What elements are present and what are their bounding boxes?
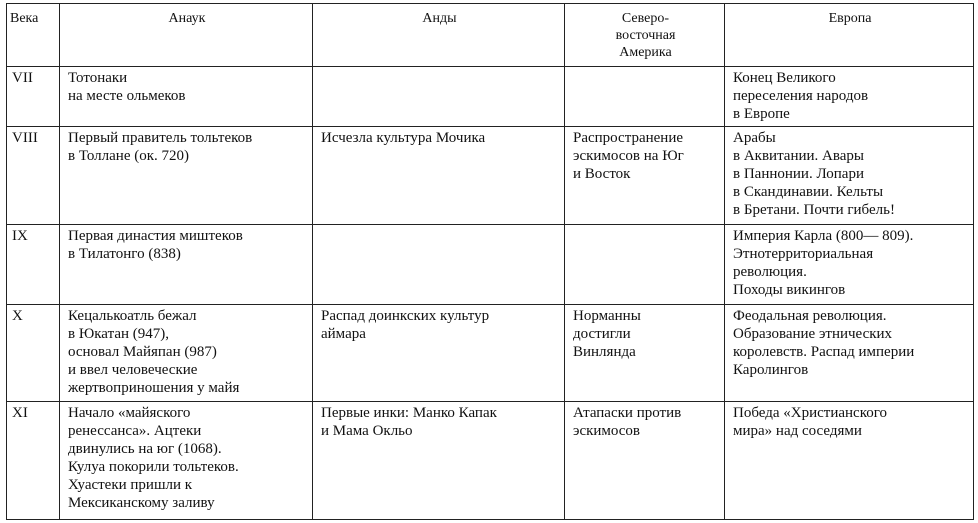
century-label: X <box>12 308 23 324</box>
europe-cell <box>725 67 974 127</box>
europe-cell <box>725 402 974 520</box>
cell-line: Победа «Христианского <box>733 405 888 421</box>
table-row <box>7 225 974 305</box>
cell-line: Империя Карла (800— 809). <box>733 228 914 244</box>
header-north-america <box>565 4 725 67</box>
century-label: XI <box>12 405 28 421</box>
cell-line: революция. <box>733 264 807 280</box>
cell-line: жертвоприношения у майя <box>68 380 240 396</box>
century-cell <box>7 402 60 520</box>
andes-cell <box>313 402 565 520</box>
cell-line: мира» над соседями <box>733 423 862 439</box>
anauk-cell <box>60 305 313 402</box>
europe-cell <box>725 225 974 305</box>
table-row <box>7 305 974 402</box>
europe-cell <box>725 305 974 402</box>
header-line: Века <box>10 11 39 26</box>
cell-line: Распад доинкских культур <box>321 308 490 324</box>
cell-line: двинулись на юг (1068). <box>68 441 222 457</box>
century-cell <box>7 127 60 225</box>
cell-line: эскимосов <box>573 423 641 439</box>
anauk-cell <box>60 67 313 127</box>
header-row <box>7 4 974 67</box>
cell-line: королевств. Распад империи <box>733 344 915 360</box>
cell-line: эскимосов на Юг <box>573 148 684 164</box>
north-america-cell <box>565 305 725 402</box>
cell-line: в Европе <box>733 106 790 122</box>
century-label: IX <box>12 228 28 244</box>
north-america-cell <box>565 402 725 520</box>
cell-line: Кулуа покорили тольтеков. <box>68 459 239 475</box>
header-line: восточная <box>615 28 676 43</box>
anauk-cell <box>60 127 313 225</box>
cell-line: Каролингов <box>733 362 809 378</box>
cell-line: Арабы <box>733 130 776 146</box>
header-centuries <box>7 4 60 67</box>
cell-line: Тотонаки <box>68 70 128 86</box>
cell-line: Атапаски против <box>573 405 682 421</box>
cell-line: достигли <box>573 326 631 342</box>
cell-line: Исчезла культура Мочика <box>321 130 486 146</box>
cell-line: переселения народов <box>733 88 869 104</box>
cell-line: Первый правитель тольтеков <box>68 130 253 146</box>
cell-line: Первые инки: Манко Капак <box>321 405 497 421</box>
cell-line: в Паннонии. Лопари <box>733 166 864 182</box>
andes-cell <box>313 127 565 225</box>
europe-cell <box>725 127 974 225</box>
cell-line: Этнотерриториальная <box>733 246 874 262</box>
century-label: VII <box>12 70 33 86</box>
andes-cell <box>313 305 565 402</box>
cell-line: в Тилатонго (838) <box>68 246 181 262</box>
north-america-cell <box>565 67 725 127</box>
cell-line: и Мама Окльо <box>321 423 413 439</box>
century-cell <box>7 225 60 305</box>
century-cell <box>7 67 60 127</box>
cell-line: основал Майяпан (987) <box>68 344 217 360</box>
cell-line: ренессанса». Ацтеки <box>68 423 202 439</box>
anauk-cell <box>60 225 313 305</box>
andes-cell <box>313 67 565 127</box>
cell-line: Кецалькоатль бежал <box>68 308 197 324</box>
header-europe <box>725 4 974 67</box>
cell-line: Начало «майяского <box>68 405 191 421</box>
cell-line: в Толлане (ок. 720) <box>68 148 190 164</box>
header-line: Северо- <box>621 11 670 26</box>
header-andes <box>313 4 565 67</box>
cell-line: аймара <box>321 326 366 342</box>
header-anauk <box>60 4 313 67</box>
cell-line: Винлянда <box>573 344 636 360</box>
century-label: VIII <box>12 130 38 146</box>
cell-line: в Скандинавии. Кельты <box>733 184 884 200</box>
cell-line: Походы викингов <box>733 282 846 298</box>
cell-line: Хуастеки пришли к <box>68 477 193 493</box>
cell-line: Образование этнических <box>733 326 893 342</box>
cell-line: Норманны <box>573 308 641 324</box>
header-line: Анаук <box>168 11 206 26</box>
north-america-cell <box>565 225 725 305</box>
cell-line: и ввел человеческие <box>68 362 198 378</box>
cell-line: в Юкатан (947), <box>68 326 169 342</box>
cell-line: Распространение <box>573 130 684 146</box>
table-row <box>7 402 974 520</box>
table-row <box>7 67 974 127</box>
cell-line: Конец Великого <box>733 70 836 86</box>
cell-line: Первая династия миштеков <box>68 228 243 244</box>
cell-line: Мексиканскому заливу <box>68 495 215 511</box>
century-cell <box>7 305 60 402</box>
header-line: Америка <box>619 45 672 60</box>
table-row <box>7 127 974 225</box>
cell-line: и Восток <box>573 166 631 182</box>
cell-line: в Бретани. Почти гибель! <box>733 202 895 218</box>
history-table <box>6 3 974 520</box>
anauk-cell <box>60 402 313 520</box>
cell-line: в Аквитании. Авары <box>733 148 864 164</box>
header-line: Анды <box>422 11 457 26</box>
cell-line: Феодальная революция. <box>733 308 887 324</box>
header-line: Европа <box>828 11 872 26</box>
north-america-cell <box>565 127 725 225</box>
cell-line: на месте ольмеков <box>68 88 186 104</box>
andes-cell <box>313 225 565 305</box>
